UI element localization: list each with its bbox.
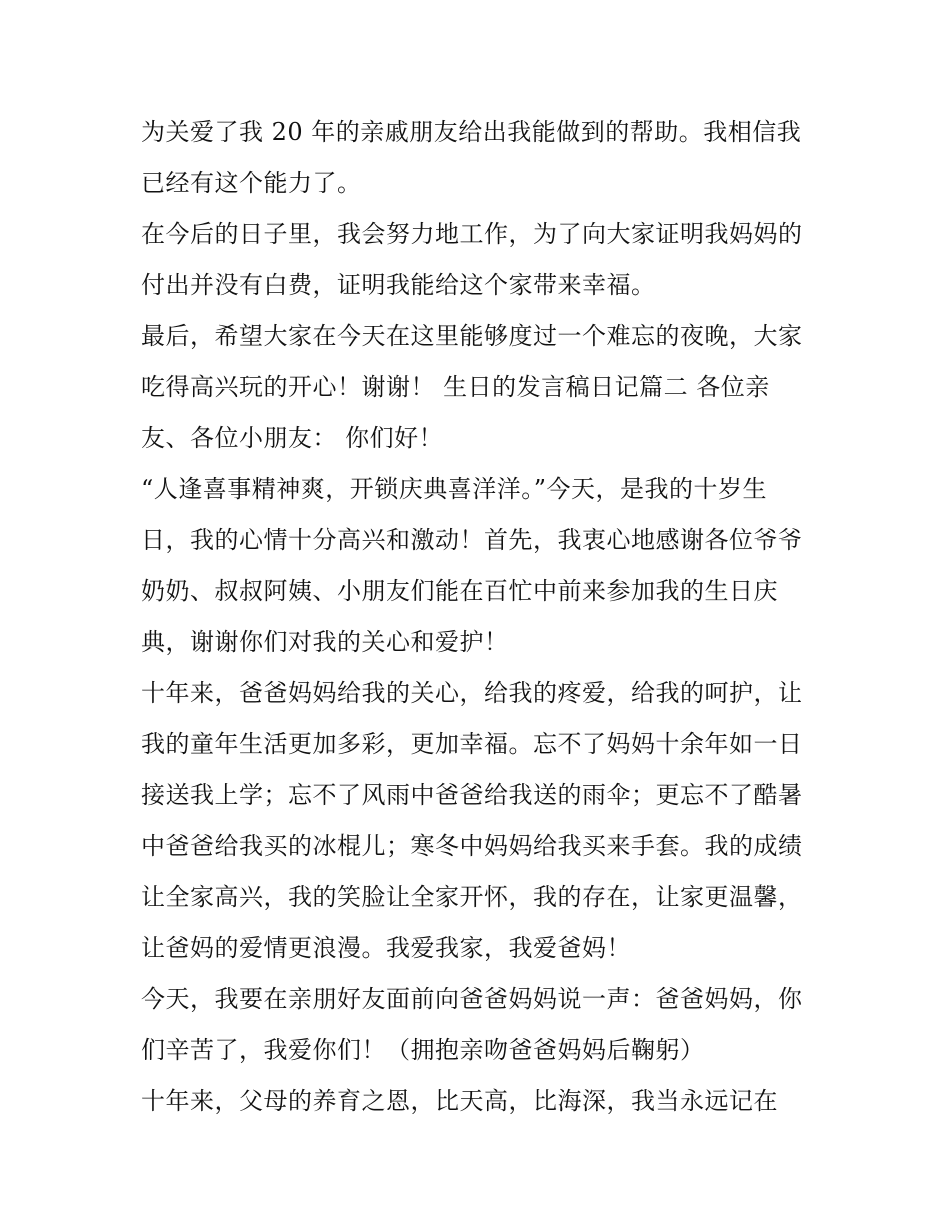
text-line: 吃得高兴玩的开心！谢谢！ 生日的发言稿日记篇二 各位亲: [141, 373, 770, 401]
text-line: 我的童年生活更加多彩，更加幸福。忘不了妈妈十余年如一日: [141, 730, 803, 758]
text-line: 为关爱了我 20 年的亲戚朋友给出我能做到的帮助。我相信我: [141, 118, 802, 146]
text-line: 友、各位小朋友： 你们好！: [141, 424, 444, 452]
text-line: 付出并没有白费，证明我能给这个家带来幸福。: [141, 271, 656, 299]
text-line: 接送我上学；忘不了风雨中爸爸给我送的雨伞；更忘不了酷暑: [141, 781, 803, 809]
document-body: [141, 107, 821, 1127]
text-line: 们辛苦了，我爱你们！（拥抱亲吻爸爸妈妈后鞠躬）: [141, 1036, 705, 1064]
text-line: 典，谢谢你们对我的关心和爱护！: [141, 628, 509, 656]
text-line: 日，我的心情十分高兴和激动！首先，我衷心地感谢各位爷爷: [141, 526, 803, 554]
text-line: 奶奶、叔叔阿姨、小朋友们能在百忙中前来参加我的生日庆: [141, 577, 778, 605]
text-line: 让爸妈的爱情更浪漫。我爱我家，我爱爸妈！: [141, 934, 631, 962]
text-line: 让全家高兴，我的笑脸让全家开怀，我的存在，让家更温馨，: [141, 883, 803, 911]
text-line: 最后，希望大家在今天在这里能够度过一个难忘的夜晚，大家: [141, 322, 803, 350]
text-line: “人逢喜事精神爽，开锁庆典喜洋洋。”今天，是我的十岁生: [141, 475, 768, 503]
text-line: 在今后的日子里，我会努力地工作，为了向大家证明我妈妈的: [141, 220, 803, 248]
text-line: 十年来，爸爸妈妈给我的关心，给我的疼爱，给我的呵护，让: [141, 679, 803, 707]
text-line: 今天，我要在亲朋好友面前向爸爸妈妈说一声：爸爸妈妈，你: [141, 985, 803, 1013]
text-line: 已经有这个能力了。: [141, 169, 362, 197]
text-line: 中爸爸给我买的冰棍儿；寒冬中妈妈给我买来手套。我的成绩: [141, 832, 803, 860]
text-line: 十年来，父母的养育之恩，比天高，比海深，我当永远记在: [141, 1087, 778, 1115]
